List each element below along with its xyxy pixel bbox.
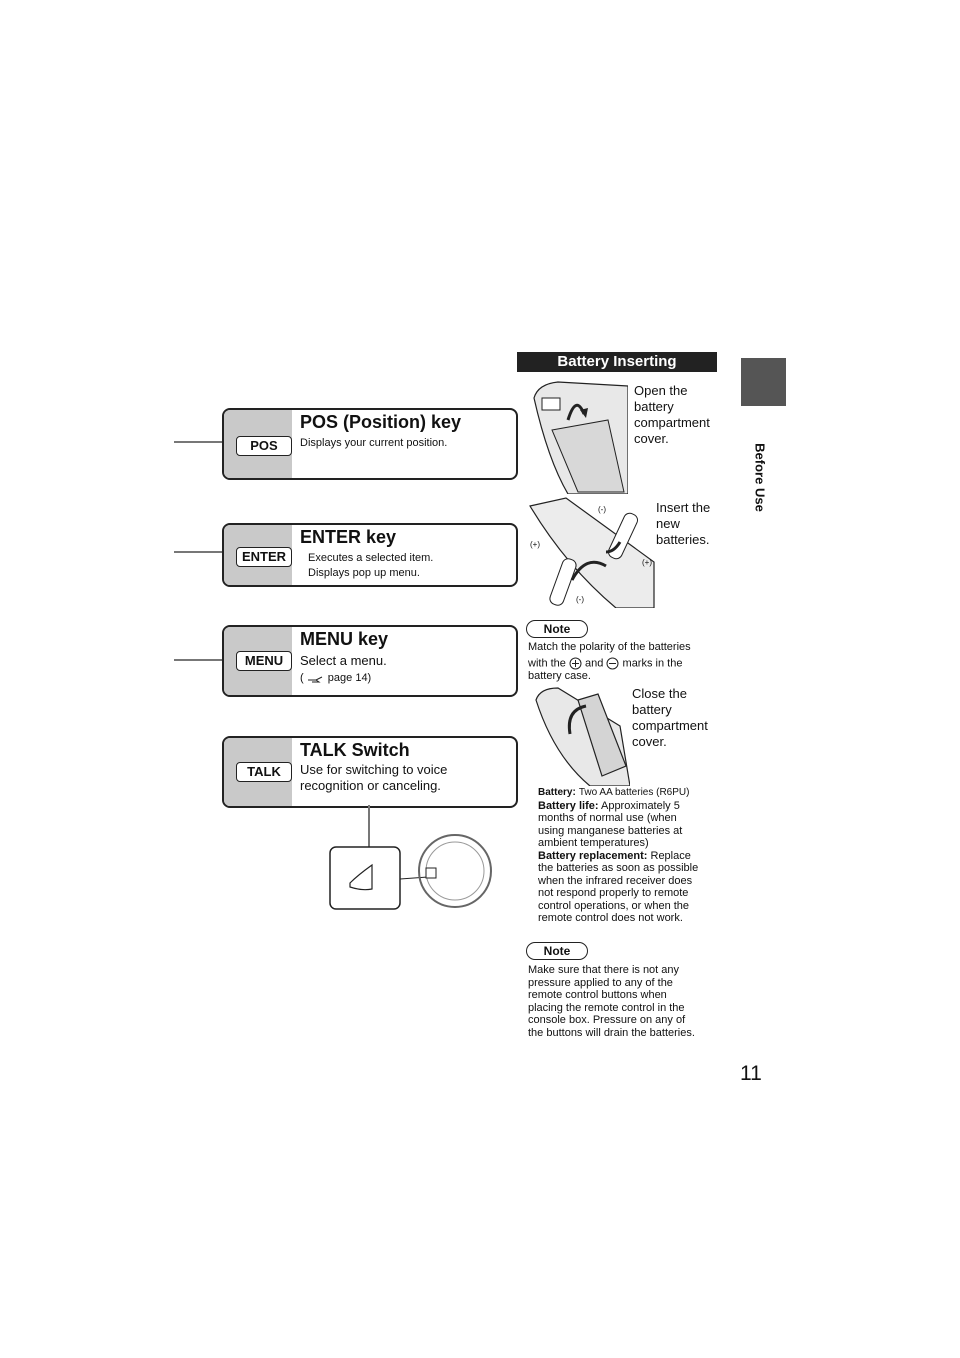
remote-close-cover-illustration [530, 686, 630, 786]
polarity-label: (+) [530, 540, 540, 549]
pos-key-box [222, 408, 518, 480]
menu-key-cap: MENU [236, 651, 292, 671]
minus-circle-icon [606, 657, 619, 670]
note-badge: Note [526, 620, 588, 638]
menu-key-box [222, 625, 518, 697]
chapter-label: Before Use [752, 443, 768, 512]
pos-key-cap: POS [236, 436, 292, 456]
plus-circle-icon [569, 657, 582, 670]
page-number: 11 [740, 1062, 762, 1085]
step-open-text: Open the battery compartment cover. [634, 383, 710, 446]
pointing-hand-icon [307, 674, 325, 683]
note-polarity-text: Match the polarity of the batteries with the and marks in the battery case. [528, 641, 691, 682]
battery-specs: Battery: Two AA batteries (R6PU) Battery life: Approximately 5 months of normal use (when using manganese batteries at ambient temperatures) Battery replacement: Replace the batteries as soon as possible when the infrared receiver does not respond properly to remote control operations, or when the remote control does not work. [538, 787, 699, 924]
pos-key-desc: Displays your current position. [300, 437, 448, 449]
pos-key-title: POS (Position) key [300, 412, 462, 432]
note-pressure-text: Make sure that there is not any pressure applied to any of the remote control buttons when placing the remote control in the console box. Pressure on any of the buttons will drain the batteries. [528, 964, 695, 1039]
enter-key-cap: ENTER [236, 547, 292, 567]
polarity-label: (-) [598, 505, 606, 514]
talk-switch-title: TALK Switch [300, 740, 410, 760]
enter-key-desc-2: Displays pop up menu. [308, 567, 420, 579]
steering-wheel-illustration [328, 805, 498, 913]
step-insert-text: Insert the new batteries. [656, 500, 711, 547]
menu-key-desc: Select a menu. [300, 653, 387, 668]
enter-key-box [222, 523, 518, 587]
leader-line [174, 551, 224, 553]
chapter-tab [741, 358, 786, 406]
remote-insert-batteries-illustration [526, 496, 656, 608]
polarity-label: (-) [576, 595, 584, 604]
note-badge: Note [526, 942, 588, 960]
polarity-label: (+) [642, 558, 652, 567]
talk-switch-cap: TALK [236, 762, 292, 782]
menu-key-ref: ( page 14) [300, 672, 372, 684]
talk-switch-desc-2: recognition or canceling. [300, 778, 441, 793]
section-header: Battery Inserting [517, 352, 717, 372]
remote-open-cover-illustration [528, 380, 628, 494]
menu-key-title: MENU key [300, 629, 389, 649]
enter-key-desc-1: Executes a selected item. [308, 552, 434, 564]
leader-line [174, 659, 224, 661]
step-close-text: Close the battery compartment cover. [632, 686, 708, 749]
enter-key-title: ENTER key [300, 527, 397, 547]
talk-switch-box [222, 736, 518, 808]
talk-switch-desc-1: Use for switching to voice [300, 762, 448, 777]
leader-line [174, 441, 224, 443]
